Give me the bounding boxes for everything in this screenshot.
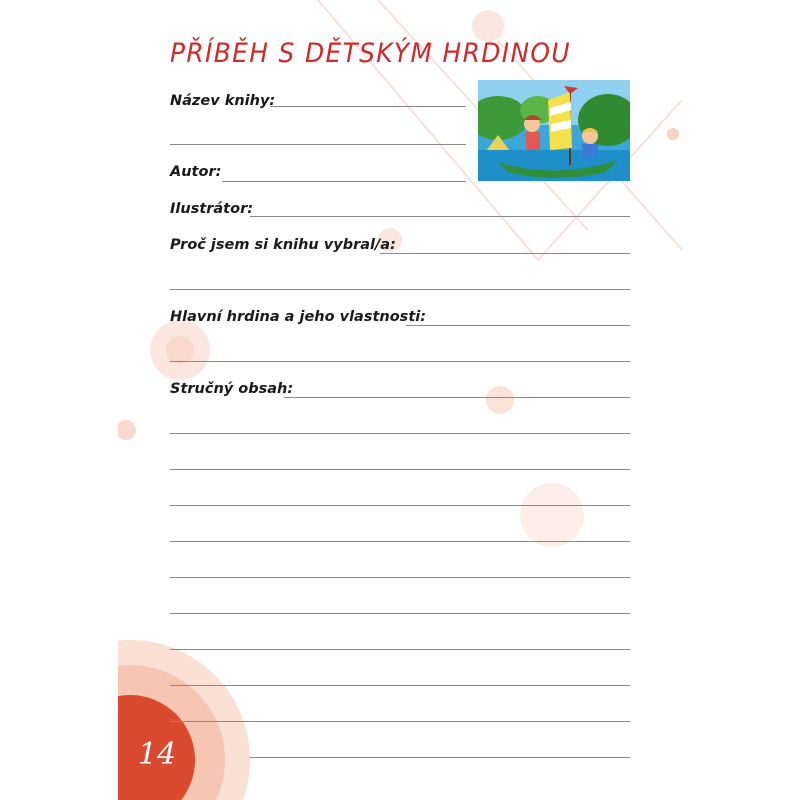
main-hero-label: Hlavní hrdina a jeho vlastnosti: <box>170 309 427 325</box>
summary-label: Stručný obsah: <box>170 381 294 397</box>
book-name-line-2[interactable] <box>170 144 466 145</box>
summary-line-6[interactable] <box>170 577 630 578</box>
illustrator-line[interactable] <box>250 216 630 217</box>
summary-line-2[interactable] <box>170 433 630 434</box>
why-chosen-label: Proč jsem si knihu vybral/a: <box>170 237 396 253</box>
summary-line-8[interactable] <box>170 649 630 650</box>
summary-line-10[interactable] <box>170 721 630 722</box>
page-number: 14 <box>138 737 177 772</box>
summary-line-4[interactable] <box>170 505 630 506</box>
summary-line-5[interactable] <box>170 541 630 542</box>
summary-line-9[interactable] <box>170 685 630 686</box>
illustrator-label: Ilustrátor: <box>170 201 254 217</box>
summary-line-3[interactable] <box>170 469 630 470</box>
book-name-line[interactable] <box>270 106 466 107</box>
children-sailing-boat-icon <box>478 80 630 181</box>
main-hero-line[interactable] <box>406 325 630 326</box>
why-chosen-line-2[interactable] <box>170 289 630 290</box>
summary-line[interactable] <box>284 397 630 398</box>
main-hero-line-2[interactable] <box>170 361 630 362</box>
workbook-page <box>118 0 682 800</box>
author-line[interactable] <box>222 181 466 182</box>
why-chosen-line[interactable] <box>380 253 630 254</box>
book-name-label: Název knihy: <box>170 93 276 109</box>
summary-line-7[interactable] <box>170 613 630 614</box>
page-title: PŘÍBĚH S DĚTSKÝM HRDINOU <box>170 38 571 69</box>
author-label: Autor: <box>170 164 222 180</box>
summary-line-11[interactable] <box>250 757 630 758</box>
